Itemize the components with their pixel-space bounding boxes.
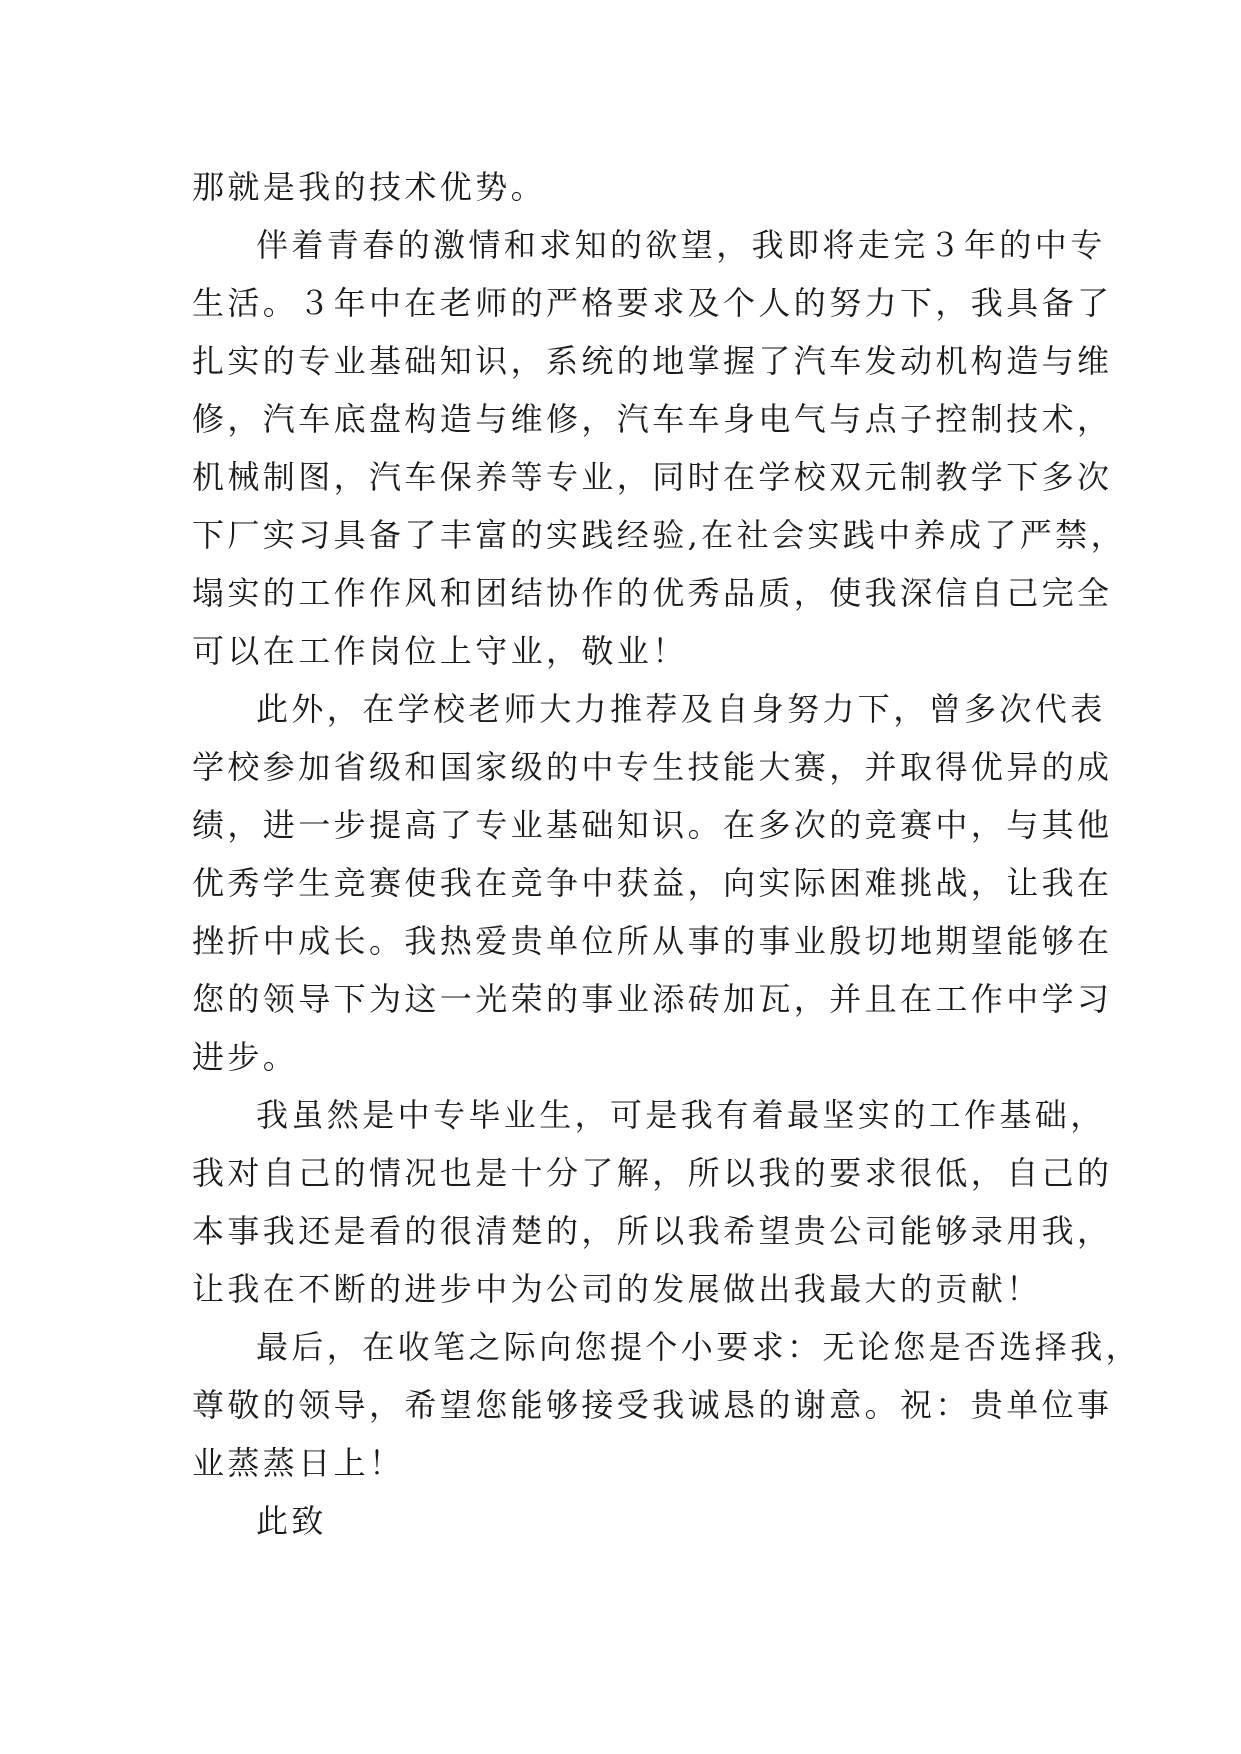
text-line: 我对自己的情况也是十分了解，所以我的要求很低，自己的 xyxy=(192,1154,1113,1192)
text-line: 可以在工作岗位上守业，敬业！ xyxy=(192,632,688,670)
paragraph-salutation xyxy=(192,1492,1072,1550)
text-line: 学校参加省级和国家级的中专生技能大赛，并取得优异的成 xyxy=(192,748,1113,786)
text-line: 绩，进一步提高了专业基础知识。在多次的竞赛中，与其他 xyxy=(192,806,1113,844)
text-line: 最后，在收笔之际向您提个小要求：无论您是否选择我， xyxy=(256,1328,1142,1366)
text-line: 扎实的专业基础知识，系统的地掌握了汽车发动机构造与维 xyxy=(192,342,1113,380)
text-line: 让我在不断的进步中为公司的发展做出我最大的贡献！ xyxy=(192,1270,1042,1308)
text-line: 塌实的工作作风和团结协作的优秀品质，使我深信自己完全 xyxy=(192,574,1113,612)
document-body xyxy=(192,158,1142,1550)
text-line: 伴着青春的激情和求知的欲望，我即将走完３年的中专 xyxy=(256,226,1106,264)
text-line: 机械制图，汽车保养等专业，同时在学校双元制教学下多次 xyxy=(192,458,1113,496)
text-line: 下厂实习具备了丰富的实践经验,在社会实践中养成了严禁， xyxy=(192,516,1126,554)
paragraph-competitions xyxy=(192,680,1113,1086)
text-line: 挫折中成长。我热爱贵单位所从事的事业殷切地期望能够在 xyxy=(192,922,1113,960)
text-line: 优秀学生竞赛使我在竞争中获益，向实际困难挑战，让我在 xyxy=(192,864,1113,902)
text-line: 本事我还是看的很清楚的，所以我希望贵公司能够录用我， xyxy=(192,1212,1113,1250)
paragraph-self-assessment xyxy=(192,1086,1113,1318)
text-line: 此外，在学校老师大力推荐及自身努力下，曾多次代表 xyxy=(256,690,1106,728)
paragraph-tech-advantage xyxy=(192,158,1072,216)
text-line: 您的领导下为这一光荣的事业添砖加瓦，并且在工作中学习 xyxy=(192,980,1113,1018)
text-line: 进步。 xyxy=(192,1038,299,1076)
paragraph-education xyxy=(192,216,1126,680)
text-line: 业蒸蒸日上！ xyxy=(192,1444,405,1482)
salutation-text: 此致 xyxy=(256,1502,327,1540)
text-line: 我虽然是中专毕业生，可是我有着最坚实的工作基础， xyxy=(256,1096,1106,1134)
text-line: 修，汽车底盘构造与维修，汽车车身电气与点子控制技术， xyxy=(192,400,1113,438)
text-line: 那就是我的技术优势。 xyxy=(192,168,547,206)
paragraph-closing xyxy=(192,1318,1142,1492)
text-line: 生活。３年中在老师的严格要求及个人的努力下，我具备了 xyxy=(192,284,1113,322)
text-line: 尊敬的领导，希望您能够接受我诚恳的谢意。祝：贵单位事 xyxy=(192,1386,1113,1424)
